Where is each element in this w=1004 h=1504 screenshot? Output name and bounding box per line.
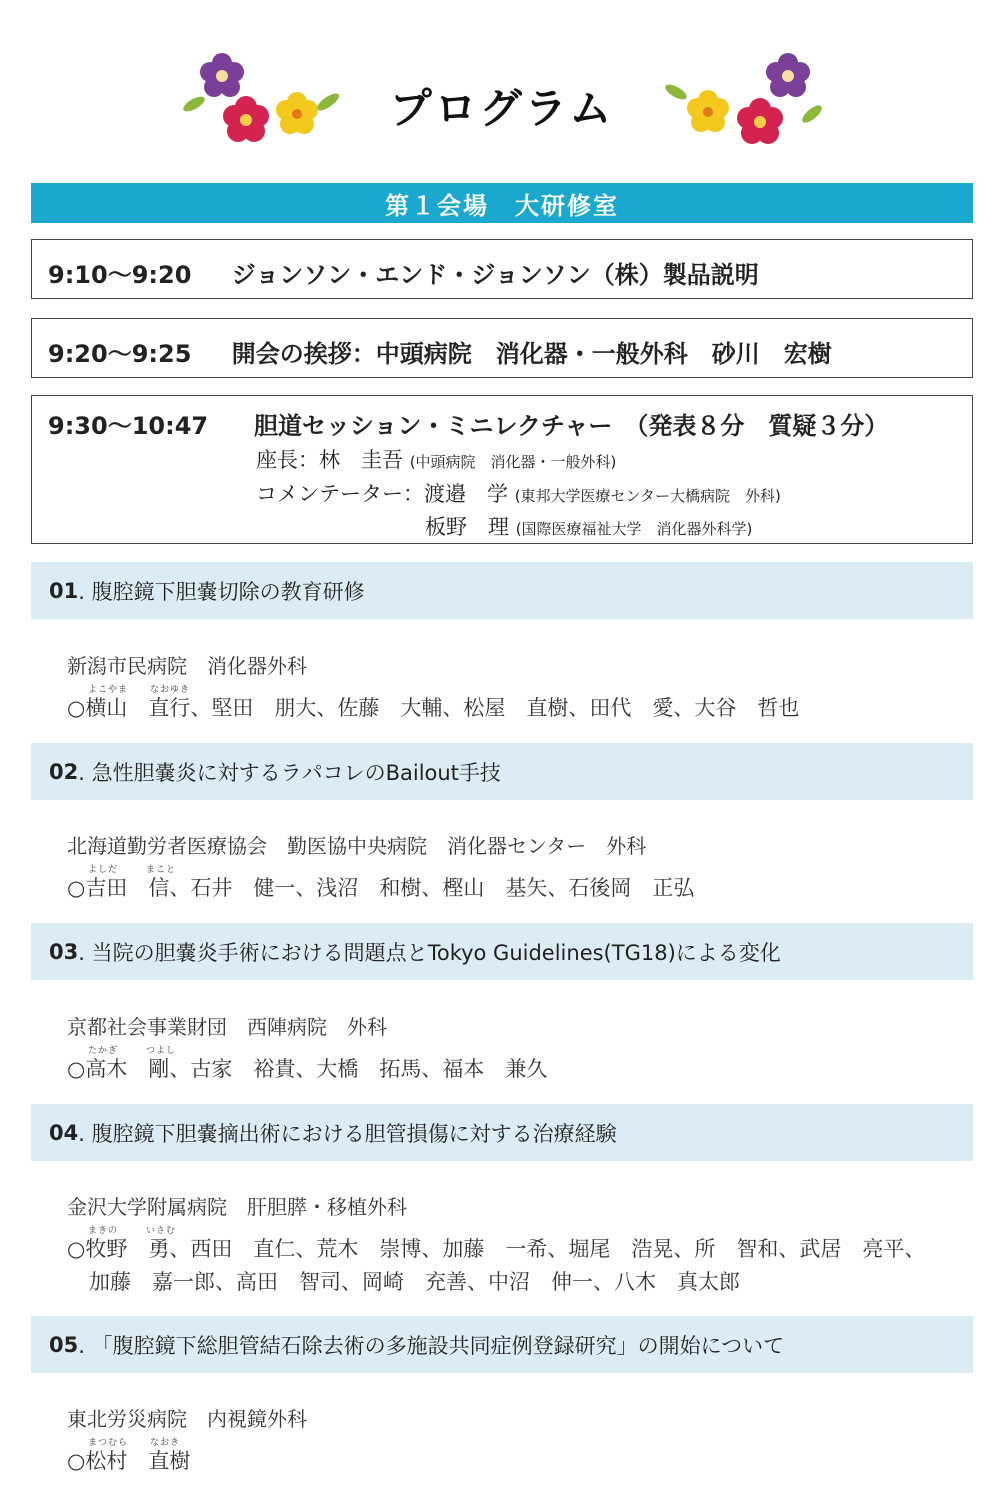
talk-authors: ○横山 直行、堅田 朋大、佐藤 大輔、松屋 直樹、田代 愛、大谷 哲也	[67, 696, 800, 720]
commentator-label: コメンテーター：渡邉 学	[256, 482, 508, 506]
commentator2-name: 板野 理	[425, 515, 509, 539]
talk-authors: ○高木 剛、古家 裕貴、大橋 拓馬、福本 兼久	[67, 1057, 548, 1081]
commentator2-line	[425, 511, 752, 541]
talk-authors: ○牧野 勇、西田 直仁、荒木 崇博、加藤 一希、堀尾 浩晃、所 智和、武居 亮平、	[67, 1237, 926, 1261]
session-text: 開会の挨拶：中頭病院 消化器・一般外科 砂川 宏樹	[231, 340, 832, 368]
talk-title-bar	[31, 562, 973, 619]
chair-line	[256, 444, 616, 474]
author-ruby: なおき	[150, 1438, 181, 1448]
session-time: 9:10〜9:20	[48, 261, 192, 289]
commentator-affiliation: (東邦大学医療センター大橋病院 外科)	[514, 487, 781, 505]
author-ruby: まこと	[146, 865, 177, 875]
session-box	[31, 318, 973, 378]
session-box	[31, 239, 973, 299]
talk-institution: 京都社会事業財団 西陣病院 外科	[67, 1015, 387, 1039]
talk-title: . 腹腔鏡下胆嚢摘出術における胆管損傷に対する治療経験	[78, 1121, 617, 1146]
author-ruby: よこやま	[88, 685, 129, 695]
talk-title: . 当院の胆嚢炎手術における問題点とTokyo Guidelines(TG18)による変化	[78, 940, 781, 965]
author-ruby: つよし	[146, 1046, 177, 1056]
talk-institution: 東北労災病院 内視鏡外科	[67, 1407, 307, 1431]
talk-title: . 「腹腔鏡下総胆管結石除去術の多施設共同症例登録研究」の開始について	[78, 1333, 785, 1358]
talk-institution: 新潟市民病院 消化器外科	[67, 654, 307, 678]
chair-label: 座長：林 圭吾	[256, 448, 403, 472]
talk-authors: ○吉田 信、石井 健一、浅沼 和樹、樫山 基矢、石後岡 正弘	[67, 876, 695, 900]
commentator2-affiliation: (国際医療福祉大学 消化器外科学)	[515, 520, 753, 538]
author-ruby: まつむら	[88, 1438, 129, 1448]
session-text: ジョンソン・エンド・ジョンソン（株）製品説明	[231, 261, 759, 289]
talk-number: 02	[49, 759, 79, 784]
talk-title-bar	[31, 1316, 973, 1373]
venue-banner: 第１会場 大研修室	[31, 183, 973, 223]
talk-title-bar	[31, 743, 973, 800]
talk-number: 04	[49, 1120, 79, 1145]
lecture-time: 9:30〜10:47	[48, 412, 209, 440]
session-line	[48, 334, 832, 369]
talk-title-bar	[31, 923, 973, 980]
talk-authors-continued: 加藤 嘉一郎、高田 智司、岡崎 充善、中沼 伸一、八木 真太郎	[89, 1270, 740, 1294]
lecture-title: 胆道セッション・ミニレクチャー （発表８分 質疑３分）	[254, 412, 889, 440]
lecture-box	[31, 395, 973, 544]
talk-institution: 金沢大学附属病院 肝胆膵・移植外科	[67, 1195, 407, 1219]
talk-title: . 急性胆嚢炎に対するラパコレのBailout手技	[78, 760, 501, 785]
author-ruby: いさむ	[146, 1226, 177, 1236]
commentator-line	[256, 478, 781, 508]
chair-affiliation: (中頭病院 消化器・一般外科)	[409, 453, 617, 471]
author-ruby: よしだ	[88, 865, 119, 875]
session-time: 9:20〜9:25	[48, 340, 192, 368]
talk-authors: ○松村 直樹	[67, 1449, 191, 1473]
talk-number: 05	[49, 1332, 79, 1357]
author-ruby: なおゆき	[150, 685, 191, 695]
flower-decoration-right-icon	[662, 52, 832, 152]
talk-institution: 北海道勤労者医療協会 勤医協中央病院 消化器センター 外科	[67, 834, 647, 858]
talk-title-bar	[31, 1104, 973, 1161]
talk-title: . 腹腔鏡下胆嚢切除の教育研修	[78, 579, 365, 604]
page-title: プログラム	[389, 84, 615, 133]
author-ruby: たかぎ	[88, 1046, 119, 1056]
talk-number: 03	[49, 939, 79, 964]
author-ruby: まきの	[88, 1226, 119, 1236]
session-line	[48, 255, 759, 290]
page-header	[0, 40, 1004, 160]
talk-number: 01	[49, 578, 79, 603]
